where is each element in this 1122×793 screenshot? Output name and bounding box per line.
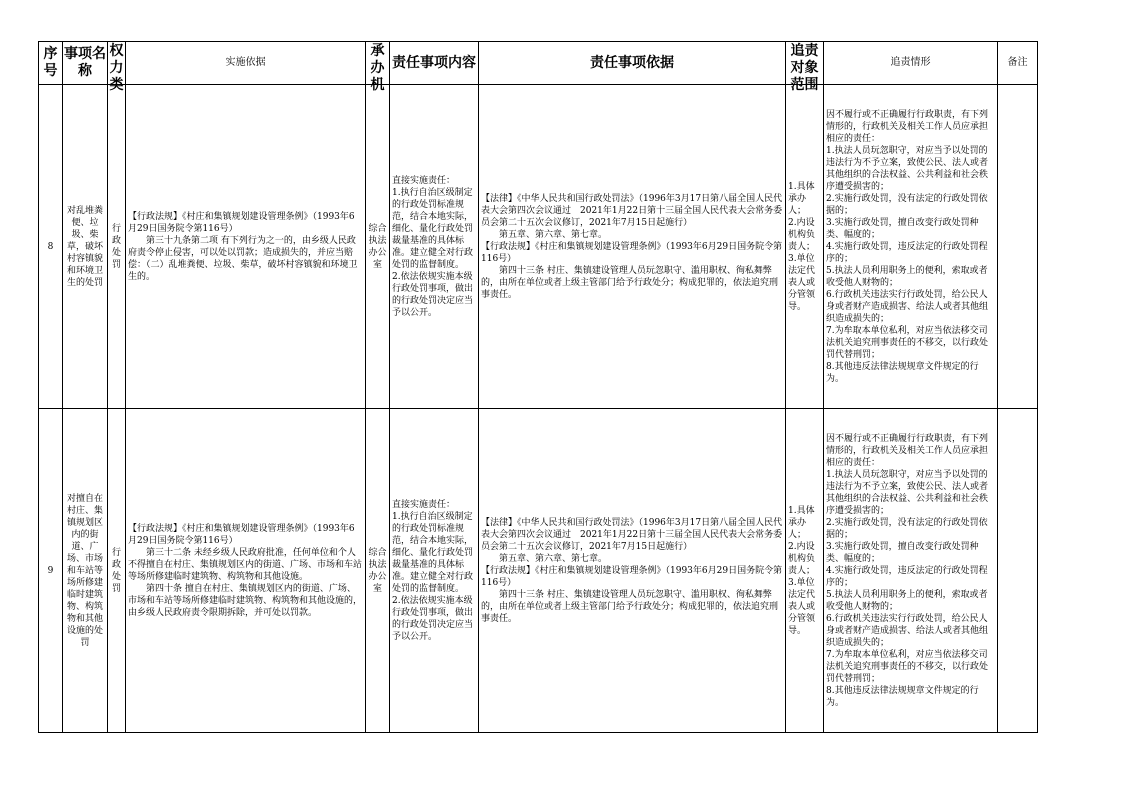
cell-type: 行政处罚 bbox=[108, 409, 126, 733]
cell-situation: 因不履行或不正确履行行政职责，有下列情形的，行政机关及相关工作人员应承担相应的责任： 1.执法人员玩忽职守，对应当予以处罚的违法行为不予立案，致使公民、法人或者其他组织的合法权益、公共利益和社会秩序遭受损害的； 2.实施行政处罚，没有法定的行政处罚依据的； 3.实施行政处罚，擅自改变行政处罚种类、幅度的； 4.实施行政处罚，违反法定的行政处罚程序的； 5.执法人员利用职务上的便利，索取或者收受他人财物的； 6.行政机关违法实行行政处罚，给公民人身或者财产造成损害、给法人或者其他组织造成损失的； 7.为牟取本单位私利，对应当依法移交司法机关追究刑事责任的不移交，以行政处罚代替刑罚； 8.其他违反法律法规规章文件规定的行为。 bbox=[824, 85, 998, 409]
cell-type: 行政处罚 bbox=[108, 85, 126, 409]
cell-name: 对乱堆粪便、垃圾、柴草，破坏村容镇貌和环境卫生的处罚 bbox=[63, 85, 108, 409]
cell-no: 8 bbox=[39, 85, 63, 409]
cell-basis: 【行政法规】《村庄和集镇规划建设管理条例》（1993年6月29日国务院令第116号） 第三十二条 未经乡级人民政府批准，任何单位和个人不得擅自在村庄、集镇规划区内的街道、广场、市场和车站等场所修建临时建筑物、构筑物和其他设施。 第四十条 擅自在村庄、集镇规划区内的街道、广场、市场和车站等场所修建临时建筑物、构筑物和其他设施的，由乡级人民政府责令限期拆除，并可处以罚款。 bbox=[126, 409, 366, 733]
header-row bbox=[39, 42, 1038, 85]
header-dept: 承办机 bbox=[366, 42, 390, 85]
header-resp-basis: 责任事项依据 bbox=[479, 42, 786, 85]
table-row bbox=[39, 85, 1038, 409]
responsibility-table bbox=[38, 41, 1038, 733]
header-situation: 追责情形 bbox=[824, 42, 998, 85]
cell-content: 直接实施责任： 1.执行自治区级制定的行政处罚标准规范，结合本地实际，细化、量化行政处罚裁量基准的具体标准。建立健全对行政处罚的监督制度。 2.依法依规实施本级行政处罚事项，做出的行政处罚决定应当予以公开。 bbox=[390, 85, 479, 409]
cell-basis: 【行政法规】《村庄和集镇规划建设管理条例》（1993年6月29日国务院令第116号） 第三十九条第二项 有下列行为之一的，由乡级人民政府责令停止侵害，可以处以罚款；造成损失的，并应当赔偿：（二）乱堆粪便、垃圾、柴草，破坏村容镇貌和环境卫生的。 bbox=[126, 85, 366, 409]
header-no: 序号 bbox=[39, 42, 63, 85]
header-type: 权力类 bbox=[109, 43, 124, 93]
cell-name: 对擅自在村庄、集镇规划区内的街道、广场、市场和车站等场所修建临时建筑物、构筑物和其他设施的处罚 bbox=[63, 409, 108, 733]
header-content: 责任事项内容 bbox=[390, 42, 479, 85]
header-scope: 追责对象范围 bbox=[786, 42, 824, 85]
cell-note bbox=[998, 409, 1038, 733]
cell-resp-basis: 【法律】《中华人民共和国行政处罚法》（1996年3月17日第八届全国人民代表大会第四次会议通过 2021年1月22日第十三届全国人民代表大会常务委员会第二十五次会议修订，2021年7月15日起施行） 第五章、第六章、第七章。 【行政法规】《村庄和集镇规划建设管理条例》（1993年6月29日国务院令第116号） 第四十三条 村庄、集镇建设管理人员玩忽职守、滥用职权、徇私舞弊的，由所在单位或者上级主管部门给予行政处分；构成犯罪的，依法追究刑事责任。 bbox=[479, 409, 786, 733]
cell-content: 直接实施责任： 1.执行自治区级制定的行政处罚标准规范，结合本地实际，细化、量化行政处罚裁量基准的具体标准。建立健全对行政处罚的监督制度。 2.依法依规实施本级行政处罚事项，做出的行政处罚决定应当予以公开。 bbox=[390, 409, 479, 733]
cell-scope: 1.具体承办人； 2.内设机构负责人； 3.单位法定代表人或分管领导。 bbox=[786, 85, 824, 409]
cell-dept: 综合执法办公室 bbox=[366, 85, 390, 409]
cell-situation: 因不履行或不正确履行行政职责，有下列情形的，行政机关及相关工作人员应承担相应的责任： 1.执法人员玩忽职守，对应当予以处罚的违法行为不予立案，致使公民、法人或者其他组织的合法权益、公共利益和社会秩序遭受损害的； 2.实施行政处罚，没有法定的行政处罚依据的； 3.实施行政处罚，擅自改变行政处罚种类、幅度的； 4.实施行政处罚，违反法定的行政处罚程序的； 5.执法人员利用职务上的便利，索取或者收受他人财物的； 6.行政机关违法实行行政处罚，给公民人身或者财产造成损害、给法人或者其他组织造成损失的； 7.为牟取本单位私利，对应当依法移交司法机关追究刑事责任的不移交，以行政处罚代替刑罚； 8.其他违反法律法规规章文件规定的行为。 bbox=[824, 409, 998, 733]
cell-no: 9 bbox=[39, 409, 63, 733]
cell-note bbox=[998, 85, 1038, 409]
cell-scope: 1.具体承办人； 2.内设机构负责人； 3.单位法定代表人或分管领导。 bbox=[786, 409, 824, 733]
cell-resp-basis: 【法律】《中华人民共和国行政处罚法》（1996年3月17日第八届全国人民代表大会第四次会议通过 2021年1月22日第十三届全国人民代表大会常务委员会第二十五次会议修订，2021年7月15日起施行） 第五章、第六章、第七章。 【行政法规】《村庄和集镇规划建设管理条例》（1993年6月29日国务院令第116号） 第四十三条 村庄、集镇建设管理人员玩忽职守、滥用职权、徇私舞弊的，由所在单位或者上级主管部门给予行政处分；构成犯罪的，依法追究刑事责任。 bbox=[479, 85, 786, 409]
table-row bbox=[39, 409, 1038, 733]
header-note: 备注 bbox=[998, 42, 1038, 85]
header-basis: 实施依据 bbox=[126, 42, 366, 85]
header-name: 事项名称 bbox=[63, 42, 108, 85]
cell-dept: 综合执法办公室 bbox=[366, 409, 390, 733]
